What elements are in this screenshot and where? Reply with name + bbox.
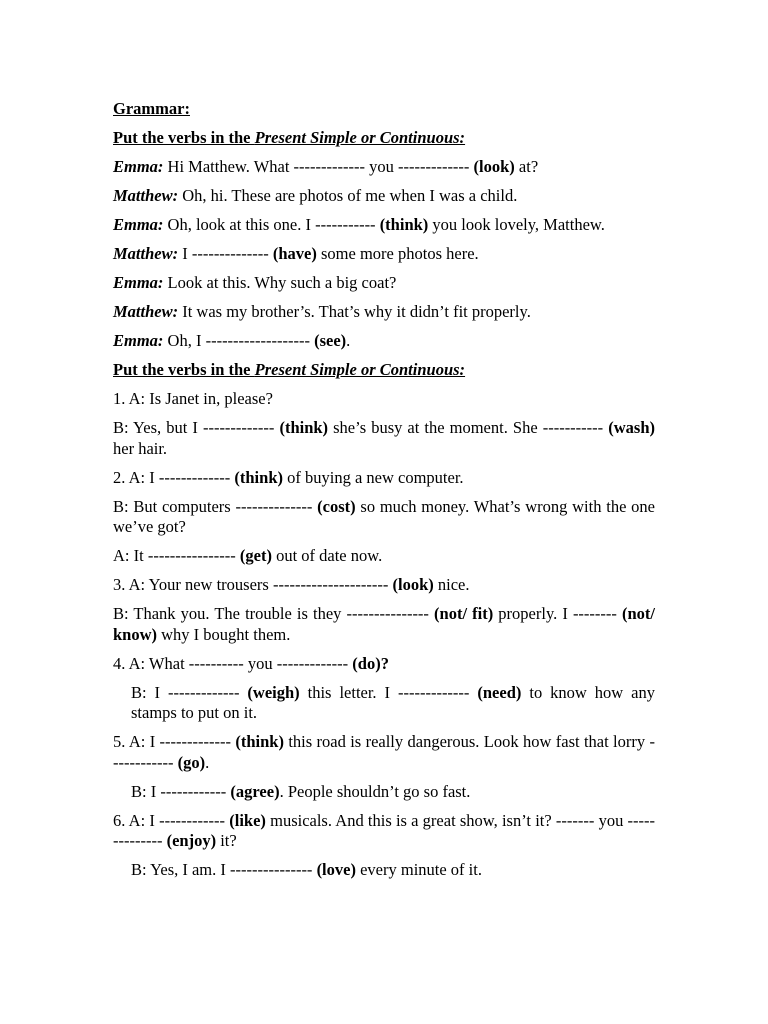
dialogue-line (113, 273, 655, 294)
line-text: out of date now. (271, 546, 383, 565)
line-text: B: Yes, but I ------------- (113, 418, 280, 437)
speaker-name: Emma: (113, 273, 164, 292)
exercise-line (113, 811, 655, 852)
line-text: . (205, 752, 210, 772)
line-text: It was my brother’s. That’s why it didn’t fit properly. (178, 302, 531, 321)
section2-heading (113, 360, 655, 381)
verb-hint: (wash) (608, 418, 655, 437)
line-text: at? (514, 157, 539, 176)
line-text: so much money. What’s wrong with the one we’ve got? (113, 496, 655, 536)
dialogue-section (113, 157, 655, 352)
line-text: B: I ------------- (131, 682, 248, 702)
exercise-line (113, 389, 655, 410)
line-text: Oh, look at this one. I ----------- (163, 215, 380, 234)
line-text: this letter. I ------------- (299, 682, 478, 702)
line-text: A: It ---------------- (113, 546, 240, 565)
speaker-name: Matthew: (113, 244, 179, 263)
verb-hint: (have) (272, 244, 317, 263)
exercise-line (113, 654, 655, 675)
line-text: 1. A: Is Janet in, please? (113, 389, 273, 408)
exercise-line (113, 782, 655, 803)
line-text: her hair. (113, 438, 168, 458)
verb-hint: (enjoy) (166, 831, 217, 850)
dialogue-line (113, 215, 655, 236)
line-text: . (346, 331, 351, 350)
dialogue-line (113, 302, 655, 323)
line-text: you look lovely, Matthew. (428, 215, 605, 234)
line-text: 4. A: What ---------- you ------------- (113, 653, 353, 673)
line-text: every minute of it. (355, 860, 482, 879)
verb-hint: (cost) (317, 496, 356, 516)
verb-hint: (not/ know) (113, 604, 655, 644)
exercise-line (113, 683, 655, 724)
line-text: nice. (433, 575, 470, 594)
line-text: I -------------- (178, 244, 273, 263)
heading-prefix: Put the verbs in the (113, 128, 255, 147)
verb-hint: (see) (314, 331, 347, 350)
speaker-name: Matthew: (113, 186, 179, 205)
line-text: Look at this. Why such a big coat? (163, 273, 397, 292)
exercise-line (113, 497, 655, 538)
page-title (113, 99, 655, 120)
heading-prefix: Put the verbs in the (113, 360, 255, 379)
dialogue-line (113, 186, 655, 207)
verb-hint: (need) (477, 682, 522, 702)
speaker-name: Emma: (113, 215, 164, 234)
line-text: B: But computers -------------- (113, 496, 318, 516)
line-text: she’s busy at the moment. She ----------- (328, 418, 609, 437)
document-body (113, 99, 655, 889)
line-text: 2. A: I ------------- (113, 467, 235, 487)
exercise-section (113, 389, 655, 881)
dialogue-line (113, 244, 655, 265)
grammar-title: Grammar: (113, 99, 190, 118)
verb-hint: (weigh) (247, 682, 300, 702)
verb-hint: (go) (177, 752, 206, 772)
exercise-line (113, 468, 655, 489)
exercise-line (113, 604, 655, 645)
exercise-line (113, 860, 655, 881)
verb-hint: (look) (473, 157, 515, 176)
verb-hint: (agree) (230, 781, 280, 801)
verb-hint: (like) (229, 810, 266, 830)
speaker-name: Emma: (113, 331, 164, 350)
verb-hint: (think) (235, 732, 284, 751)
line-text: properly. I -------- (493, 604, 622, 623)
heading-emphasis: Present Simple or Continuous: (254, 128, 466, 147)
speaker-name: Emma: (113, 157, 164, 176)
line-text: B: I ------------ (131, 781, 231, 801)
exercise-line (113, 575, 655, 596)
line-text: Oh, I ------------------- (163, 331, 315, 350)
line-text: of buying a new computer. (283, 467, 464, 487)
line-text: to know how any stamps to put on it. (131, 682, 655, 722)
line-text: B: Thank you. The trouble is they --------------- (113, 604, 435, 623)
line-text: some more photos here. (316, 244, 479, 263)
verb-hint: (think) (279, 418, 329, 437)
line-text: 3. A: Your new trousers --------------------- (113, 575, 393, 594)
exercise-line (113, 546, 655, 567)
verb-hint: (look) (392, 575, 434, 594)
exercise-line (113, 732, 655, 773)
line-text: this road is really dangerous. Look how fast that lorry ------------ (113, 732, 655, 772)
line-text: 6. A: I ------------ (113, 810, 230, 830)
line-text: 5. A: I ------------- (113, 732, 236, 751)
dialogue-line (113, 157, 655, 178)
verb-hint: (do)? (352, 653, 389, 673)
line-text: B: Yes, I am. I --------------- (131, 860, 317, 879)
line-text: it? (216, 831, 237, 850)
exercise-line (113, 418, 655, 459)
verb-hint: (get) (239, 546, 272, 565)
line-text: Hi Matthew. What ------------- you ------------- (163, 157, 474, 176)
heading-emphasis: Present Simple or Continuous: (254, 360, 466, 379)
line-text: Oh, hi. These are photos of me when I was a child. (178, 186, 518, 205)
verb-hint: (think) (379, 215, 429, 234)
verb-hint: (not/ fit) (434, 604, 494, 623)
line-text: . People shouldn’t go so fast. (279, 781, 471, 801)
verb-hint: (think) (234, 467, 283, 487)
verb-hint: (love) (316, 860, 356, 879)
dialogue-line (113, 331, 655, 352)
speaker-name: Matthew: (113, 302, 179, 321)
section1-heading (113, 128, 655, 149)
line-text: musicals. And this is a great show, isn’t it? ------- you -------------- (113, 810, 655, 850)
line-text: why I bought them. (157, 624, 291, 644)
